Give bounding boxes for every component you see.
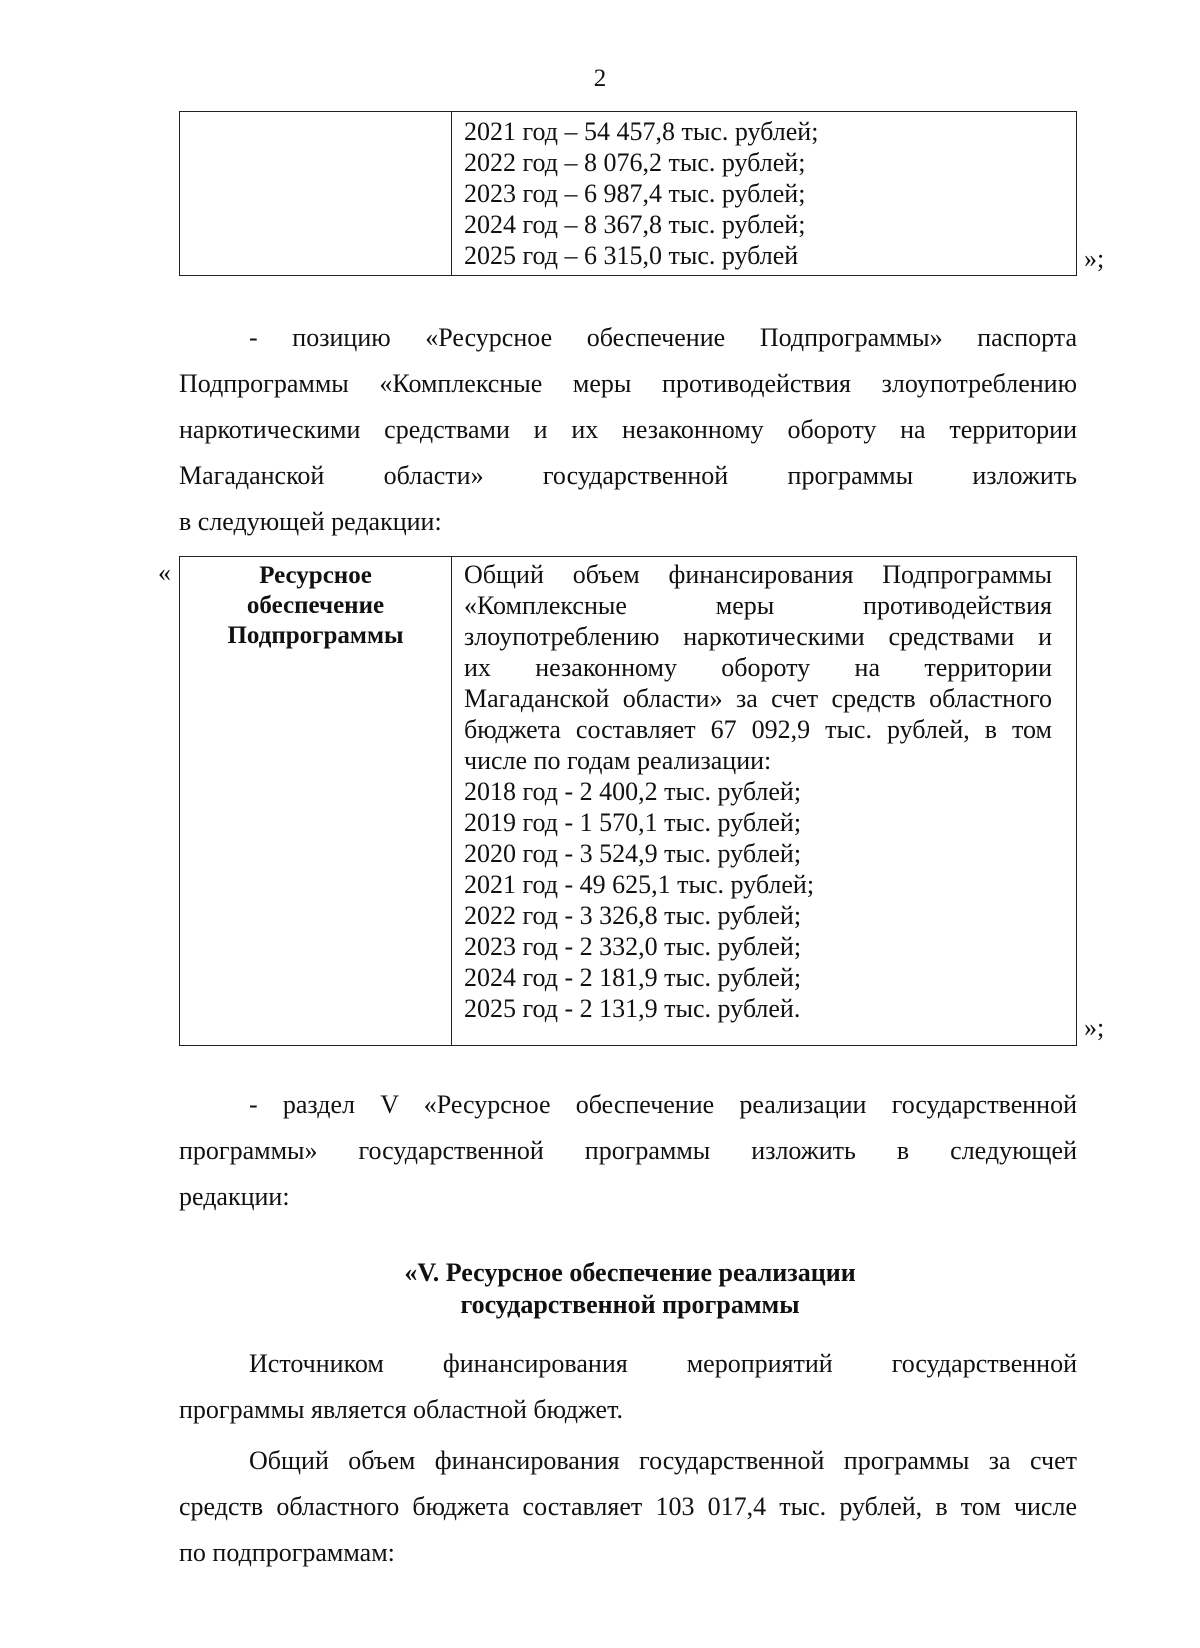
- table-line: их незаконному обороту на территории: [464, 653, 1052, 682]
- table-column-divider: [451, 112, 452, 275]
- table-line: 2025 год – 6 315,0 тыс. рублей: [464, 241, 799, 270]
- resource-provision-table: [179, 556, 1077, 1046]
- table-line: 2022 год - 3 326,8 тыс. рублей;: [464, 901, 802, 930]
- table-line: 2024 год – 8 367,8 тыс. рублей;: [464, 210, 806, 239]
- table-line: числе по годам реализации:: [464, 746, 772, 775]
- text-line: средств областного бюджета составляет 103 017,4 тыс. рублей, в том числе: [179, 1492, 1077, 1521]
- amendment-paragraph-1: [179, 315, 1077, 545]
- header-line: Ресурсное: [259, 562, 372, 589]
- table-header-cell: [180, 561, 451, 651]
- table-line: 2018 год - 2 400,2 тыс. рублей;: [464, 777, 802, 806]
- text-line: - позицию «Ресурсное обеспечение Подпрограммы» паспорта: [249, 323, 1077, 352]
- table-line: злоупотреблению наркотическими средствами и: [464, 622, 1052, 651]
- closing-quote: »;: [1084, 244, 1105, 273]
- table-line: «Комплексные меры противодействия: [464, 591, 1052, 620]
- table-line: Общий объем финансирования Подпрограммы: [464, 560, 1052, 589]
- opening-quote: «: [158, 558, 171, 587]
- text-line: в следующей редакции:: [179, 507, 442, 536]
- table-line: 2023 год - 2 332,0 тыс. рублей;: [464, 932, 802, 961]
- table-line: 2021 год - 49 625,1 тыс. рублей;: [464, 870, 815, 899]
- table-line: Магаданской области» за счет средств областного: [464, 684, 1052, 713]
- page-number: 2: [593, 65, 607, 92]
- text-line: программы» государственной программы изложить в следующей: [179, 1136, 1077, 1165]
- financing-source-paragraph: [179, 1341, 1077, 1433]
- table-line: 2023 год – 6 987,4 тыс. рублей;: [464, 179, 806, 208]
- closing-quote: »;: [1084, 1013, 1105, 1042]
- text-line: редакции:: [179, 1182, 290, 1211]
- table-line: 2025 год - 2 131,9 тыс. рублей.: [464, 994, 801, 1023]
- text-line: по подпрограммам:: [179, 1538, 395, 1567]
- table-line: 2024 год - 2 181,9 тыс. рублей;: [464, 963, 802, 992]
- header-line: Подпрограммы: [227, 622, 404, 649]
- text-line: Подпрограммы «Комплексные меры противодействия злоупотреблению: [179, 369, 1077, 398]
- total-funding-paragraph: [179, 1438, 1077, 1576]
- table-cell-funding-years: [464, 116, 818, 271]
- table-line: 2021 год – 54 457,8 тыс. рублей;: [464, 117, 819, 146]
- text-line: наркотическими средствами и их незаконному обороту на территории: [179, 415, 1077, 444]
- table-column-divider: [451, 557, 452, 1045]
- text-line: программы является областной бюджет.: [179, 1395, 623, 1424]
- funding-table-continuation: [179, 111, 1077, 276]
- table-line: 2022 год – 8 076,2 тыс. рублей;: [464, 148, 806, 177]
- section-heading: [0, 1257, 1200, 1321]
- table-line: 2019 год - 1 570,1 тыс. рублей;: [464, 808, 802, 837]
- table-body-cell: [464, 559, 1052, 1024]
- text-line: Источником финансирования мероприятий государственной: [249, 1349, 1077, 1378]
- header-line: обеспечение: [246, 592, 385, 619]
- table-line: 2020 год - 3 524,9 тыс. рублей;: [464, 839, 802, 868]
- heading-line: «V. Ресурсное обеспечение реализации: [404, 1258, 856, 1287]
- table-line: бюджета составляет 67 092,9 тыс. рублей, в том: [464, 715, 1052, 744]
- text-line: - раздел V «Ресурсное обеспечение реализации государственной: [249, 1090, 1077, 1119]
- text-line: Магаданской области» государственной программы изложить: [179, 461, 1077, 490]
- heading-line: государственной программы: [460, 1290, 800, 1319]
- amendment-paragraph-2: [179, 1082, 1077, 1220]
- text-line: Общий объем финансирования государственной программы за счет: [249, 1446, 1077, 1475]
